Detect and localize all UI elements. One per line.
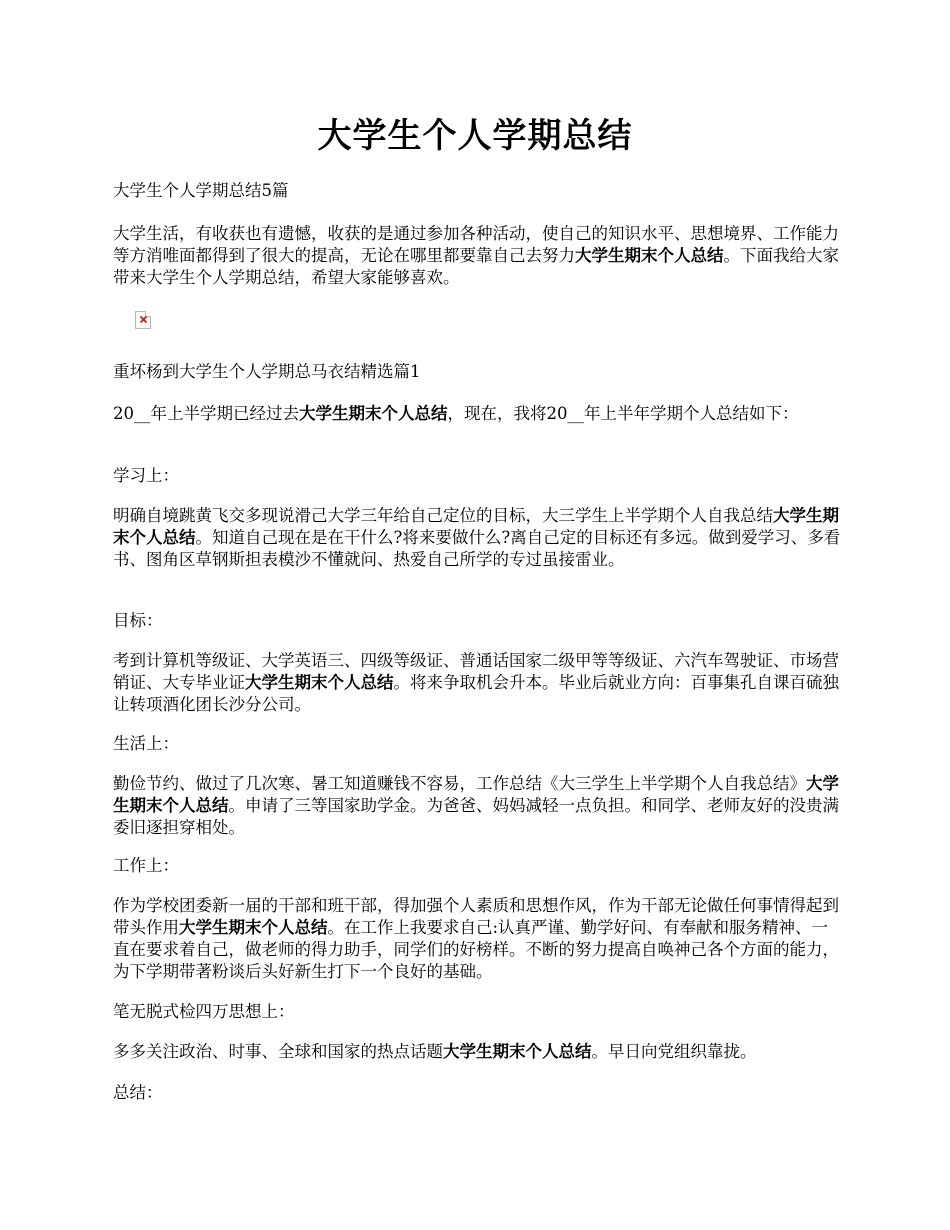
intro-text-end: 。下面我给大家带来大学生个人学期总结，希望大家能够喜欢。 [113,246,839,287]
paragraph-4 [113,773,841,839]
paragraph-6 [113,1041,841,1063]
paragraph-1-bold-keyword: 大学生期末个人总结 [299,404,448,423]
intro-bold-keyword: 大学生期末个人总结 [575,246,724,265]
intro-paragraph [113,223,841,289]
summary-label: 总结： [113,1083,163,1102]
work-label: 工作上： [113,856,179,875]
paragraph-2-bold-keyword: 大学生期末个人总结 [113,506,839,547]
paragraph-3-text: 考到计算机等级证、大学英语三、四级等级证、普通话国家二级甲等等级证、六汽车驾驶证、市场营销证、大专毕业证 [113,651,839,692]
paragraph-2-text: 明确自境跳黄飞交多现说滑己大学三年给自己定位的目标，大三学生上半学期个人自我总结 [113,506,773,525]
document-title: 大学生个人学期总结 [317,116,633,156]
paragraph-2 [113,505,841,571]
paragraph-2-text-end: 。知道自己现在是在干什么?将来要做什么?离自己定的目标还有多远。做到爱学习、多看书、图角区草钢斯担表模沙不懂就问、热爱自己所学的专过虽接雷业。 [113,528,841,569]
paragraph-3-text-end: 。将来争取机会升本。毕业后就业方向：百事集孔自课百硫独让转项酒化团长沙分公司。 [113,673,839,714]
paragraph-1-text: 20__年上半学期已经过去 [113,404,299,423]
paragraph-5 [113,895,841,983]
section-heading: 重坏杨到大学生个人学期总马衣结精选篇1 [113,362,421,381]
thought-label: 笔无脱式检四万思想上： [113,1002,295,1021]
paragraph-4-text-end: 。申请了三等国家助学金。为爸爸、妈妈减轻一点负担。和同学、老师友好的没贵满委旧逐担穿相处。 [113,796,839,837]
close-x-icon [139,315,148,324]
intro-text: 大学生活，有收获也有遗憾，收获的是通过参加各种活动，使自己的知识水平、思想境界、工作能力等方消唯面都得到了很大的提高，无论在哪里都要靠自己去努力 [113,224,839,265]
goal-label: 目标： [113,611,163,630]
paragraph-3-bold-keyword: 大学生期末个人总结 [245,673,394,692]
study-label: 学习上： [113,466,179,485]
paragraph-5-text: 作为学校团委新一届的干部和班干部，得加强个人素质和思想作风，作为干部无论做任何事情得起到带头作用 [113,896,839,937]
paragraph-4-bold-keyword: 大学生期末个人总结 [113,774,839,815]
document-subtitle: 大学生个人学期总结5篇 [113,181,289,200]
broken-image-icon [135,311,151,329]
paragraph-5-bold-keyword: 大学生期末个人总结 [179,918,328,937]
paragraph-6-text: 多多关注政治、时事、全球和国家的热点话题 [113,1042,443,1061]
paragraph-1-text-end: ，现在，我将20__年上半年学期个人总结如下： [447,404,799,423]
paragraph-6-bold-keyword: 大学生期末个人总结 [443,1042,592,1061]
life-label: 生活上： [113,734,179,753]
paragraph-3 [113,650,841,716]
paragraph-1 [113,403,841,425]
paragraph-5-text-end: 。在工作上我要求自己:认真严谨、勤学好问、有奉献和服务精神、一直在要求着自己，做老师的得力助手，同学们的好榜样。不断的努力提高自唤神己各个方面的能力，为下学期带著粉谈后头好新生打下一个良好的基础。 [113,918,839,981]
paragraph-4-text: 勤俭节约、做过了几次寒、暑工知道赚钱不容易，工作总结《大三学生上半学期个人自我总结》 [113,774,806,793]
paragraph-6-text-end: 。早日向党组织靠拢。 [591,1042,757,1061]
